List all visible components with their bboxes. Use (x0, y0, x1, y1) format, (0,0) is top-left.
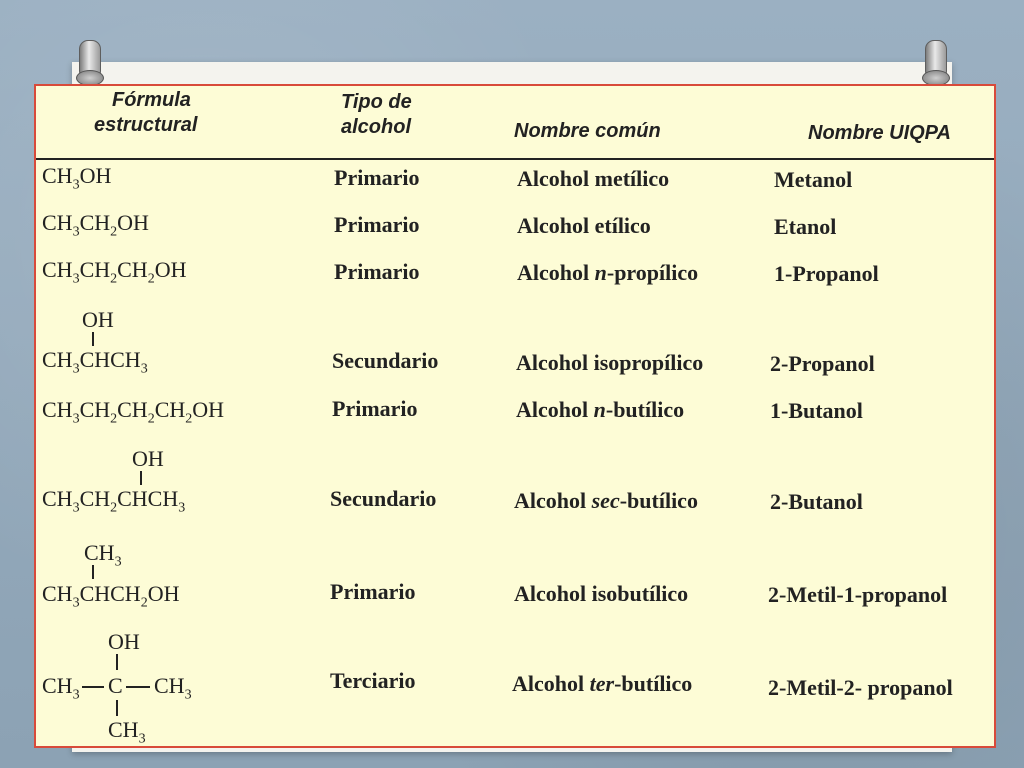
header-divider (36, 158, 994, 160)
iupac-row-6: 2-Butanol (770, 489, 863, 514)
iupac-row-4: 2-Propanol (770, 351, 875, 376)
pushpin-icon (922, 40, 948, 86)
formula-row-8-right: $CH_3$ (154, 673, 192, 703)
formula-row-6-top: OH (132, 446, 164, 471)
common-row-8-italic: ter (589, 671, 615, 696)
common-row-3-italic: n (594, 260, 607, 285)
formula-row-7-top: $CH_3$ (84, 540, 122, 570)
header-formula-line1: Fórmula (112, 89, 191, 111)
bond-line (116, 700, 118, 716)
common-row-7: Alcohol isobutílico (514, 581, 689, 606)
bond-line (82, 686, 104, 688)
formula-row-7: $CH_3CHCH_2OH$ (42, 581, 180, 611)
common-row-6-prefix: Alcohol (514, 488, 592, 513)
header-type-line1: Tipo de (341, 91, 412, 113)
common-row-3 (517, 261, 698, 285)
type-row-4: Secundario (332, 348, 439, 373)
formula-row-8-top: OH (108, 629, 140, 654)
type-row-1: Primario (334, 165, 420, 190)
common-row-3-prefix: Alcohol (517, 260, 595, 285)
pushpin-icon (76, 40, 102, 86)
bond-line (92, 332, 94, 346)
common-row-5-prefix: Alcohol (516, 397, 594, 422)
formula-row-3: $CH_3CH_2CH_2OH$ (42, 257, 187, 287)
header-type-line2: alcohol (341, 116, 412, 138)
formula-row-1: $CH_3OH$ (42, 163, 112, 193)
type-row-7: Primario (330, 579, 416, 604)
type-row-3: Primario (334, 259, 420, 284)
common-row-8-prefix: Alcohol (512, 671, 590, 696)
formula-row-8-bottom: $CH_3$ (108, 717, 146, 747)
type-row-5: Primario (332, 396, 418, 421)
common-row-1: Alcohol metílico (517, 166, 670, 191)
header-formula-line2: estructural (94, 114, 198, 136)
formula-row-8-left: $CH_3$ (42, 673, 80, 703)
header-type (341, 90, 412, 140)
iupac-row-7: 2-Metil-1-propanol (768, 582, 948, 607)
common-row-5-italic: n (593, 397, 606, 422)
common-row-5 (516, 398, 684, 422)
bond-line (140, 471, 142, 485)
header-formula (94, 88, 198, 138)
iupac-row-2: Etanol (774, 214, 837, 239)
type-row-8: Terciario (330, 668, 416, 693)
formula-row-5: $CH_3CH_2CH_2CH_2OH$ (42, 397, 225, 427)
bond-line (116, 654, 118, 670)
header-common: Nombre común (514, 120, 661, 142)
type-row-6: Secundario (330, 486, 437, 511)
type-row-2: Primario (334, 212, 420, 237)
common-row-4: Alcohol isopropílico (516, 350, 704, 375)
iupac-row-5: 1-Butanol (770, 398, 863, 423)
common-row-8 (512, 672, 692, 696)
formula-row-4-top: OH (82, 307, 114, 332)
bond-line (126, 686, 150, 688)
common-row-8-suffix: -butílico (614, 671, 693, 696)
common-row-5-suffix: -butílico (605, 397, 685, 422)
alcohol-table (34, 84, 996, 748)
common-row-6 (514, 489, 698, 513)
iupac-row-1: Metanol (774, 167, 853, 192)
header-iupac: Nombre UIQPA (808, 122, 951, 144)
iupac-row-3: 1-Propanol (774, 261, 879, 286)
formula-row-2: $CH_3CH_2OH$ (42, 210, 149, 240)
bond-line (92, 565, 94, 579)
common-row-3-suffix: -propílico (606, 260, 699, 285)
iupac-row-8: 2-Metil-2- propanol (768, 675, 953, 700)
common-row-6-suffix: -butílico (619, 488, 698, 513)
formula-row-6: $CH_3CH_2CHCH_3$ (42, 486, 186, 516)
common-row-2: Alcohol etílico (517, 213, 651, 238)
common-row-6-italic: sec (591, 488, 620, 513)
formula-row-4: $CH_3CHCH_3$ (42, 347, 148, 377)
formula-row-8-center: C (108, 673, 123, 698)
